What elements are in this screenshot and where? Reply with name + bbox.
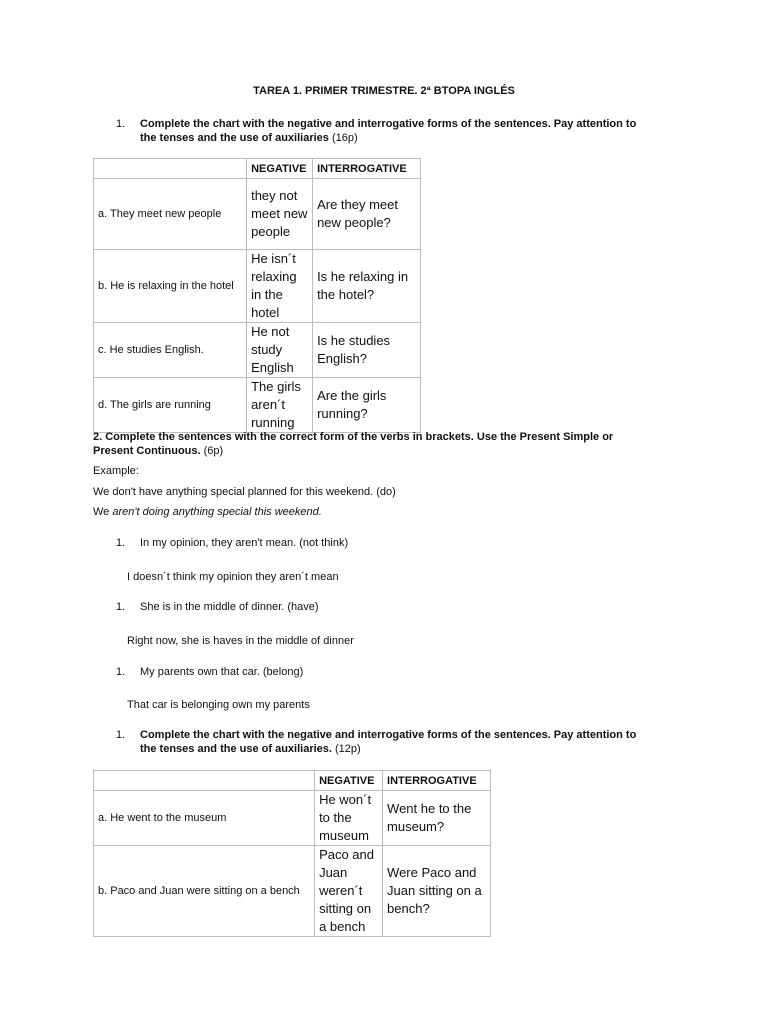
sentence-cell: b. Paco and Juan were sitting on a bench (94, 846, 315, 937)
interrogative-cell: Are they meet new people? (313, 179, 421, 250)
header-blank-cell (94, 159, 247, 179)
negative-cell: Paco and Juan weren´t sitting on a bench (315, 846, 383, 937)
interrogative-cell: Are the girls running? (313, 378, 421, 433)
header-interrogative: INTERROGATIVE (313, 159, 421, 179)
task1-instruction-line1: Complete the chart with the negative and interrogative forms of the sentences. Pay attention to (140, 118, 637, 130)
interrogative-cell: Were Paco and Juan sitting on a bench? (383, 846, 491, 937)
item-prompt: She is in the middle of dinner. (have) (140, 601, 319, 613)
table-row (94, 378, 421, 433)
example-sentence: We don't have anything special planned for this weekend. (do) (93, 486, 396, 498)
task3-chart (93, 770, 491, 937)
interrogative-cell: Is he studies English? (313, 323, 421, 378)
example-answer (93, 506, 322, 518)
sentence-cell: b. He is relaxing in the hotel (94, 250, 247, 323)
sentence-cell: a. He went to the museum (94, 791, 315, 846)
header-negative: NEGATIVE (247, 159, 313, 179)
example-answer-italic: aren't doing anything special this weekend. (112, 506, 322, 518)
task1-chart (93, 158, 421, 433)
interrogative-cell: Went he to the museum? (383, 791, 491, 846)
item-prompt: In my opinion, they aren't mean. (not think) (140, 537, 349, 549)
table-row (94, 846, 491, 937)
header-negative: NEGATIVE (315, 771, 383, 791)
task2-instruction-line2: Present Continuous. (93, 445, 201, 457)
sentence-cell: a. They meet new people (94, 179, 247, 250)
task1-number: 1. (116, 118, 126, 130)
item-number: 1. (116, 537, 126, 549)
item-number: 1. (116, 601, 126, 613)
negative-cell: He not study English (247, 323, 313, 378)
sentence-cell: d. The girls are running (94, 378, 247, 433)
table-row (94, 250, 421, 323)
document-title: TAREA 1. PRIMER TRIMESTRE. 2ª BTOPA INGLÉS (253, 85, 515, 97)
negative-cell: The girls aren´t running (247, 378, 313, 433)
interrogative-cell: Is he relaxing in the hotel? (313, 250, 421, 323)
task3-number: 1. (116, 729, 126, 741)
task3-instruction (116, 728, 676, 758)
task3-instruction-line1: Complete the chart with the negative and interrogative forms of the sentences. Pay attention to (140, 729, 637, 741)
negative-cell: He isn´t relaxing in the hotel (247, 250, 313, 323)
header-interrogative: INTERROGATIVE (383, 771, 491, 791)
task3-points: (12p) (335, 743, 361, 755)
table-header-row (94, 159, 421, 179)
task2-instruction (93, 430, 673, 458)
negative-cell: He won´t to the museum (315, 791, 383, 846)
task2-points: (6p) (203, 445, 224, 457)
table-header-row (94, 771, 491, 791)
table-row (94, 323, 421, 378)
sentence-cell: c. He studies English. (94, 323, 247, 378)
item-answer: Right now, she is haves in the middle of dinner (127, 635, 354, 647)
item-answer: That car is belonging own my parents (127, 699, 310, 711)
example-answer-prefix: We (93, 506, 110, 518)
table-row (94, 179, 421, 250)
task1-instruction-line2: the tenses and the use of auxiliaries (140, 132, 329, 144)
table-row (94, 791, 491, 846)
task3-instruction-line2: the tenses and the use of auxiliaries. (140, 743, 332, 755)
header-blank-cell (94, 771, 315, 791)
negative-cell: they not meet new people (247, 179, 313, 250)
task1-points: (16p) (331, 132, 358, 144)
task1-instruction (116, 117, 676, 147)
item-answer: I doesn´t think my opinion they aren´t mean (127, 571, 339, 583)
example-label: Example: (93, 465, 139, 477)
item-number: 1. (116, 666, 126, 678)
task2-instruction-line1: 2. Complete the sentences with the correct form of the verbs in brackets. Use the Present Simple or (93, 431, 614, 443)
item-prompt: My parents own that car. (belong) (140, 666, 304, 678)
